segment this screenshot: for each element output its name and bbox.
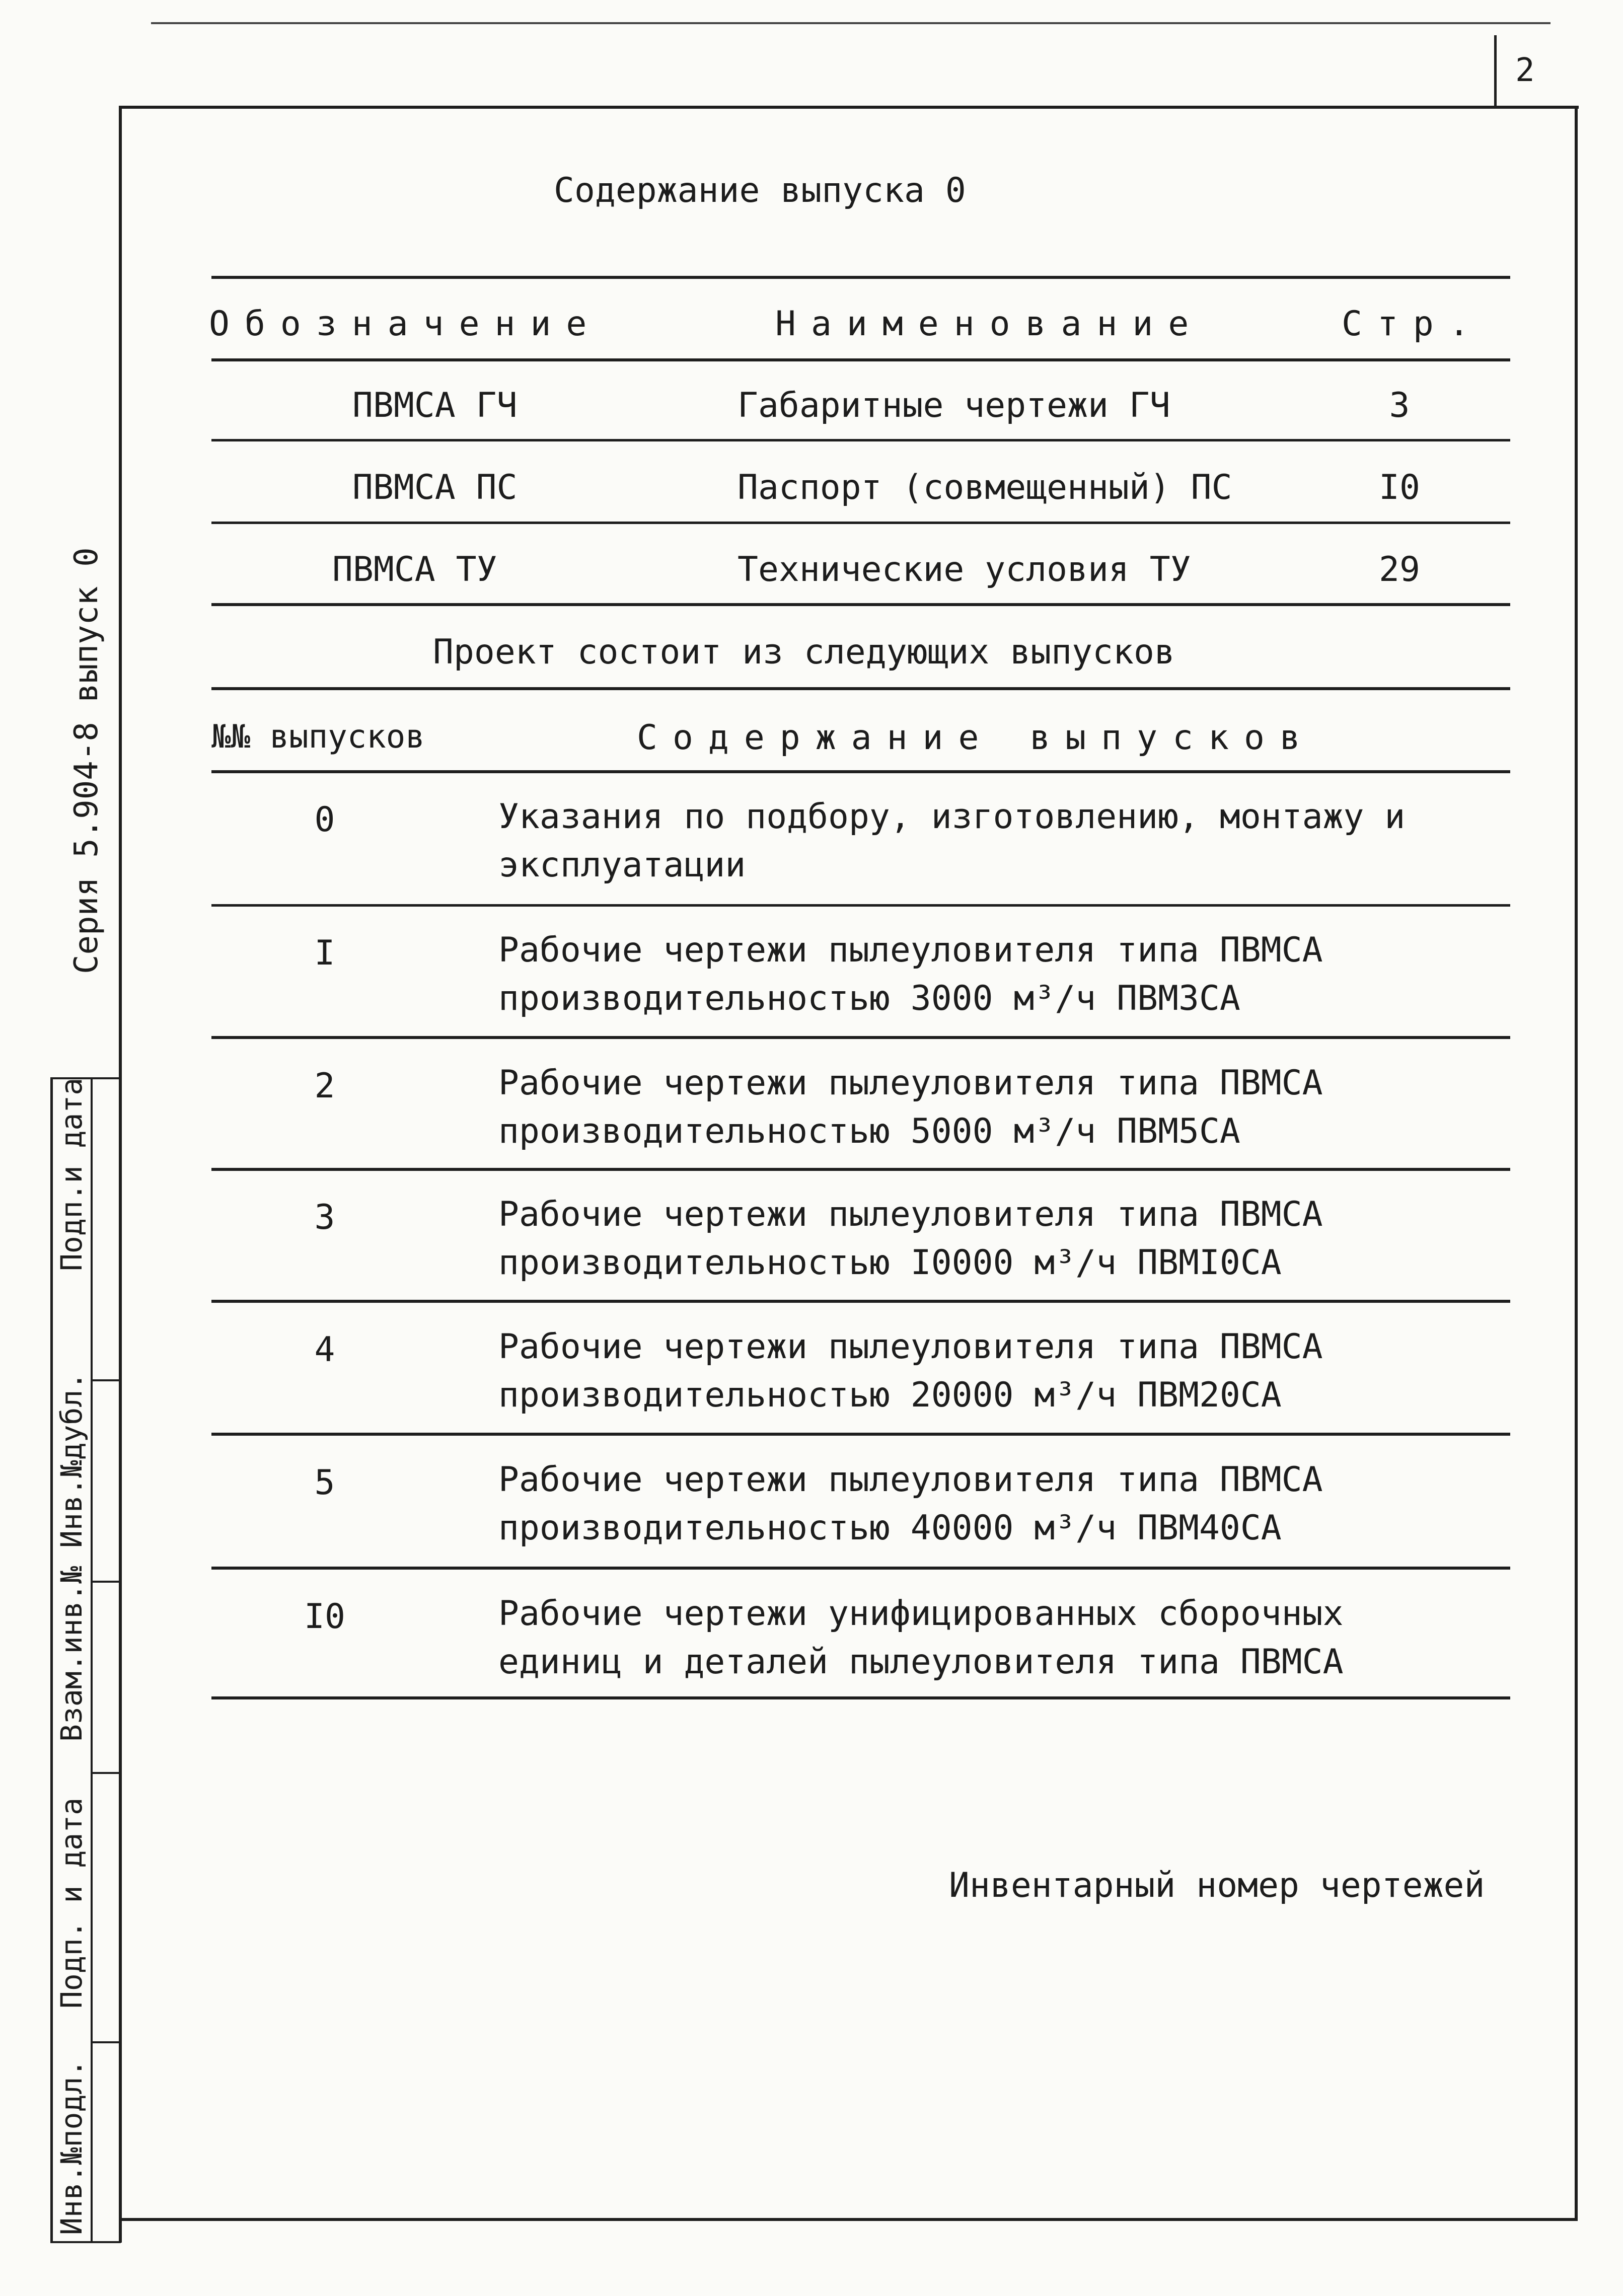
issue-content-line: производительностью 3000 м³/ч ПВМ3СА: [498, 979, 1240, 1018]
stamp-outer-left: [50, 1077, 53, 2243]
stamp-rule: [91, 1581, 121, 1583]
issue-number: I0: [304, 1597, 345, 1637]
issue-number: 5: [314, 1463, 335, 1503]
table-rule: [211, 439, 1510, 441]
project-note: Проект состоит из следующих выпусков: [433, 632, 1175, 672]
stamp-inv-dup: Инв.№дубл.: [54, 1372, 89, 1548]
table-rule: [211, 1567, 1510, 1570]
issue-content-line: эксплуатации: [498, 845, 746, 885]
contents-row-name: Паспорт (совмещенный) ПС: [737, 468, 1232, 507]
issue-number: I: [314, 933, 335, 973]
stamp-sign-date-2: Подп.и дата: [54, 1077, 89, 1271]
issue-content: [498, 793, 1405, 890]
header-issue-number: №№ выпусков: [211, 718, 425, 756]
table-rule: [211, 1168, 1510, 1171]
issue-number: 4: [314, 1330, 335, 1370]
issue-number: 3: [314, 1198, 335, 1237]
stamp-divider: [91, 1077, 93, 2243]
table-rule: [211, 1300, 1510, 1303]
issue-content-line: Рабочие чертежи пылеуловителя типа ПВМСА: [498, 1195, 1323, 1234]
table-rule: [211, 770, 1510, 773]
issue-content-line: Рабочие чертежи пылеуловителя типа ПВМСА: [498, 1063, 1323, 1103]
issue-content-line: производительностью I0000 м³/ч ПВМI0СА: [498, 1243, 1282, 1283]
contents-row-designation: ПВМСА ГЧ: [352, 386, 518, 425]
contents-row-page: I0: [1379, 468, 1420, 507]
issue-content-line: Рабочие чертежи пылеуловителя типа ПВМСА: [498, 1460, 1323, 1500]
stamp-sign-date-1: Подп. и дата: [54, 1797, 89, 2009]
frame-top: [119, 106, 1579, 109]
stamp-bottom: [50, 2241, 121, 2243]
table-rule: [211, 358, 1510, 361]
issue-content: [498, 926, 1323, 1023]
table-rule: [211, 1036, 1510, 1039]
frame-right: [1575, 106, 1578, 2220]
side-series-label: Серия 5.904-8 выпуск 0: [68, 547, 105, 974]
contents-row-designation: ПВМСА ТУ: [332, 550, 497, 589]
stamp-rule: [91, 1772, 121, 1774]
issue-content: [498, 1456, 1323, 1552]
page-title: Содержание выпуска 0: [554, 171, 966, 210]
stamp-rule: [91, 2041, 121, 2043]
issue-number: 0: [314, 800, 335, 840]
frame-left: [119, 106, 122, 2243]
contents-row-page: 29: [1379, 550, 1420, 589]
page-number-box-left: [1494, 35, 1497, 107]
issue-number: 2: [314, 1066, 335, 1106]
issue-content-line: Рабочие чертежи унифицированных сборочных: [498, 1594, 1344, 1634]
contents-row-designation: ПВМСА ПС: [352, 468, 518, 507]
table-rule: [211, 687, 1510, 690]
header-issue-content: Содержание выпусков: [637, 718, 1315, 758]
stamp-inv-orig: Инв.№подл.: [54, 2059, 89, 2235]
issue-content: [498, 1191, 1323, 1287]
header-name: Наименование: [775, 304, 1204, 344]
issue-content-line: Рабочие чертежи пылеуловителя типа ПВМСА: [498, 930, 1323, 970]
header-page: Стр.: [1342, 304, 1485, 344]
table-rule: [211, 522, 1510, 524]
header-designation: Обозначение: [209, 304, 602, 344]
table-rule: [211, 1433, 1510, 1436]
stamp-rule: [91, 1379, 121, 1381]
issue-content-line: производительностью 5000 м³/ч ПВМ5СА: [498, 1112, 1240, 1151]
table-rule: [211, 276, 1510, 279]
contents-row-name: Габаритные чертежи ГЧ: [737, 386, 1170, 425]
issue-content: [498, 1323, 1323, 1420]
stamp-replace-inv: Взам.инв.№: [54, 1566, 89, 1742]
issue-content: [498, 1059, 1323, 1156]
table-rule: [211, 904, 1510, 907]
table-rule: [211, 1696, 1510, 1699]
issue-content-line: Указания по подбору, изготовлению, монтажу и: [498, 797, 1406, 837]
inventory-note: Инвентарный номер чертежей: [949, 1866, 1485, 1905]
top-rule: [151, 22, 1551, 24]
contents-row-name: Технические условия ТУ: [737, 550, 1191, 589]
page-number: 2: [1515, 52, 1535, 89]
issue-content-line: единиц и деталей пылеуловителя типа ПВМСА: [498, 1642, 1344, 1682]
frame-bottom: [119, 2218, 1578, 2221]
issue-content-line: производительностью 40000 м³/ч ПВМ40СА: [498, 1508, 1282, 1548]
issue-content-line: Рабочие чертежи пылеуловителя типа ПВМСА: [498, 1327, 1323, 1367]
contents-row-page: 3: [1389, 386, 1410, 425]
issue-content: [498, 1590, 1344, 1686]
table-rule: [211, 603, 1510, 606]
issue-content-line: производительностью 20000 м³/ч ПВМ20СА: [498, 1375, 1282, 1415]
